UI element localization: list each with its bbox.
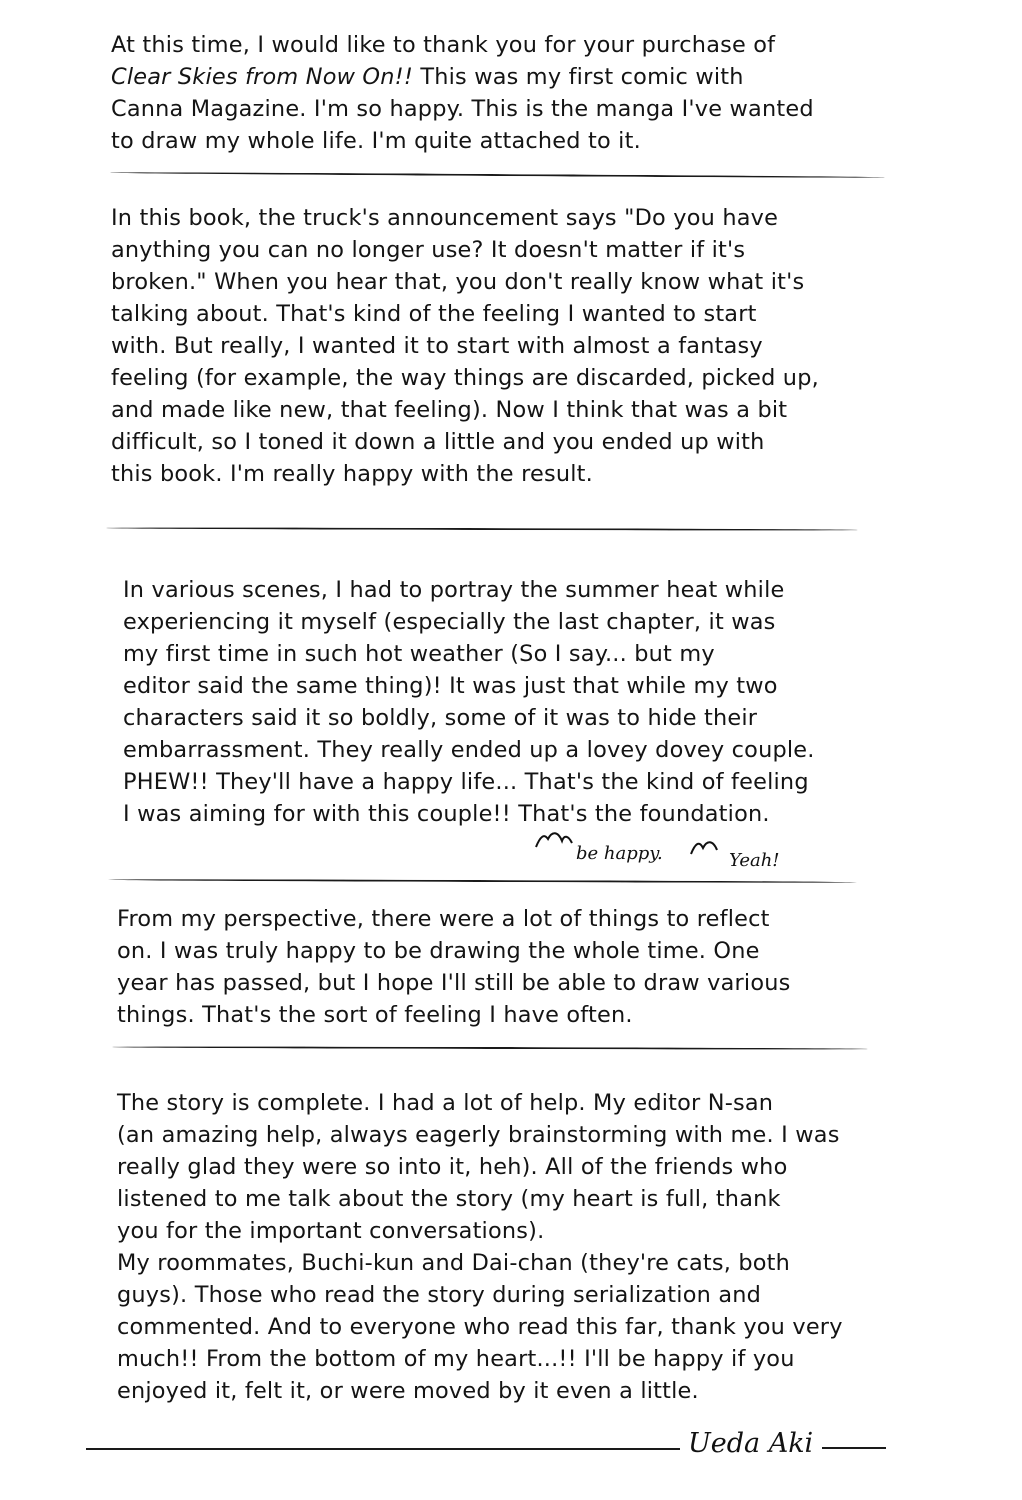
paragraph-perspective — [117, 903, 790, 1031]
paragraph-summer-heat — [123, 574, 815, 830]
text-line: listened to me talk about the story (my heart is full, thank — [117, 1186, 781, 1212]
paragraph-acknowledgements — [117, 1087, 843, 1407]
text-line: (an amazing help, always eagerly brainstorming with me. I was — [117, 1122, 840, 1148]
text-line: commented. And to everyone who read this far, thank you very — [117, 1314, 843, 1340]
text-line: enjoyed it, felt it, or were moved by it even a little. — [117, 1378, 699, 1404]
text-line: really glad they were so into it, heh). All of the friends who — [117, 1154, 788, 1180]
text-line: experiencing it myself (especially the last chapter, it was — [123, 609, 776, 635]
text-line — [111, 61, 814, 93]
paragraph-thanks — [111, 29, 814, 157]
text-line: I was aiming for with this couple!! That's the foundation. — [123, 801, 770, 827]
text-line: In this book, the truck's announcement says "Do you have — [111, 205, 779, 231]
text-line: this book. I'm really happy with the result. — [111, 461, 593, 487]
text-line: guys). Those who read the story during serialization and — [117, 1282, 762, 1308]
signature-line-right — [822, 1447, 886, 1449]
text-line: The story is complete. I had a lot of help. My editor N-san — [117, 1090, 774, 1116]
doodle-text: be happy. — [576, 843, 663, 864]
text-line: much!! From the bottom of my heart...!! I'll be happy if you — [117, 1346, 795, 1372]
section-divider — [106, 527, 858, 531]
text-line-rest: This was my first comic with — [413, 64, 744, 90]
text-line: editor said the same thing)! It was just that while my two — [123, 673, 778, 699]
text-line: My roommates, Buchi-kun and Dai-chan (they're cats, both — [117, 1250, 791, 1276]
section-divider — [112, 1046, 868, 1050]
text-line: PHEW!! They'll have a happy life... That's the kind of feeling — [123, 769, 809, 795]
paragraph-truck-announcement — [111, 202, 819, 490]
text-line: In various scenes, I had to portray the summer heat while — [123, 577, 785, 603]
text-line: and made like new, that feeling). Now I think that was a bit — [111, 397, 788, 423]
text-line: Canna Magazine. I'm so happy. This is the manga I've wanted — [111, 96, 814, 122]
doodle-be-happy — [576, 843, 663, 864]
text-line: on. I was truly happy to be drawing the whole time. One — [117, 938, 760, 964]
author-signature: Ueda Aki — [688, 1428, 814, 1459]
text-line: things. That's the sort of feeling I have often. — [117, 1002, 633, 1028]
signature-line-left — [86, 1448, 680, 1450]
text-line: feeling (for example, the way things are discarded, picked up, — [111, 365, 819, 391]
text-line: embarrassment. They really ended up a lovey dovey couple. — [123, 737, 815, 763]
text-line: From my perspective, there were a lot of things to reflect — [117, 906, 770, 932]
text-line: year has passed, but I hope I'll still be able to draw various — [117, 970, 791, 996]
text-line: my first time in such hot weather (So I say... but my — [123, 641, 715, 667]
text-line: to draw my whole life. I'm quite attached to it. — [111, 128, 641, 154]
doodle-text: Yeah! — [729, 850, 780, 871]
text-line: anything you can no longer use? It doesn't matter if it's — [111, 237, 746, 263]
bird-icon — [687, 836, 727, 858]
doodle-yeah — [729, 850, 780, 871]
book-title: Clear Skies from Now On!! — [111, 64, 413, 90]
text-line: characters said it so boldly, some of it was to hide their — [123, 705, 758, 731]
section-divider — [108, 879, 857, 884]
text-line: you for the important conversations). — [117, 1218, 545, 1244]
text-line: broken." When you hear that, you don't really know what it's — [111, 269, 805, 295]
bird-icon — [534, 829, 574, 851]
text-line: talking about. That's kind of the feeling I wanted to start — [111, 301, 757, 327]
text-line: difficult, so I toned it down a little and you ended up with — [111, 429, 765, 455]
text-line: with. But really, I wanted it to start with almost a fantasy — [111, 333, 763, 359]
section-divider — [110, 172, 885, 179]
text-line: At this time, I would like to thank you for your purchase of — [111, 32, 776, 58]
